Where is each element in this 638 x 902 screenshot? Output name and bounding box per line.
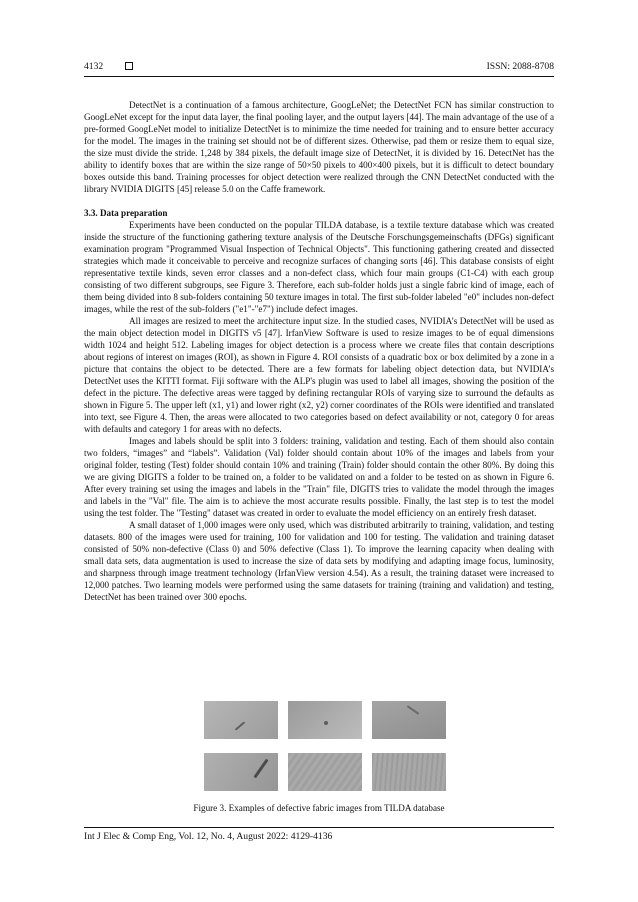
fabric-image <box>204 753 278 791</box>
header-page-number: 4132 <box>84 61 104 72</box>
figure-caption: Figure 3. Examples of defective fabric images from TILDA database <box>193 803 445 813</box>
fabric-image <box>372 753 446 791</box>
figure-3-image-grid <box>204 701 446 793</box>
paragraph-dataset: A small dataset of 1,000 images were only used, which was distributed arbitrarily to training, validation, and testing datasets. 800 of the images were used for training, 100 for validation and 100 for testing. The validation and training dataset consisted of 50% non-defective (Class 0) and 50% defective (Class 1). To improve the learning capacity when dealing with small data sets, data augmentation is used to increase the size of data sets by modifying and adapting image focus, luminosity, and sharpness through image treatment technology (IrfanView version 4.54). As a result, the training dataset were increased to 12,000 patches. Two learning models were performed using the same datasets for training (training and validation) and testing, DetectNet has been trained over 300 epochs. <box>84 520 554 602</box>
body-text <box>84 99 554 603</box>
fabric-image <box>204 701 278 739</box>
paragraph-detectnet: DetectNet is a continuation of a famous architecture, GoogLeNet; the DetectNet FCN has similar construction to GoogLeNet except for the input data layer, the final pooling layer, and the output layers [44]. The main advantage of the use of a pre-formed GoogLeNet model to initialize DetectNet is to minimize the time needed for training and to ensure better accuracy for the model. The images in the training set should not be of different sizes. Otherwise, pad them or resize them to equal size, the size must divide the stride. 1,248 by 384 pixels, the default image size of DetectNet, it is divided by 16. DetectNet has the ability to identify boxes that are within the size range of 50×50 pixels to 400×400 pixels, but it is difficult to detect boundary boxes outside this band. Training processes for object detection were realized through the CNN DetectNet conducted with the library NVIDIA DIGITS [45] release 5.0 on the Caffe framework. <box>84 100 554 194</box>
header-issn: ISSN: 2088-8708 <box>486 61 554 72</box>
header-page-number-group <box>84 61 133 72</box>
square-icon <box>125 62 133 70</box>
fabric-image <box>288 753 362 791</box>
footer-journal: Int J Elec & Comp Eng, Vol. 12, No. 4, August 2022: 4129-4136 <box>84 831 333 842</box>
fabric-image <box>288 701 362 739</box>
header-rule <box>84 76 554 77</box>
fabric-image <box>372 701 446 739</box>
paragraph-tilda: Experiments have been conducted on the popular TILDA database, is a textile texture database which was created inside the structure of the functioning gathering texture analysis of the Deutsche Forschungsgemeinschafts (DFGs) significant examination program "Programmed Visual Inspection of Technical Objects". This functioning gathering created and dissected strategies which made it conceivable to perceive and recognize surfaces of changing sorts [46]. This database consists of eight representative textile kinds, seven error classes and a non-defect class, which four main groups (C1-C4) with each group consisting of two different subgroups, see Figure 3. Therefore, each sub-folder holds just a single fabric kind of image, each of them being divided into 8 sub-folders containing 50 texture images in total. The first sub-folder labeled "e0" includes non-defect images, while the rest of the sub-folders ("e1"-"e7") include defect images. <box>84 220 554 314</box>
footer-rule <box>84 827 554 828</box>
paragraph-resize: All images are resized to meet the architecture input size. In the studied cases, NVIDIA’s DetectNet will be used as the main object detection model in DIGITS v5 [47]. IrfanView Software is used to resize images to be of equal dimensions width 1024 and height 512. Labeling images for object detection is a process where we create files that contain descriptions about regions of interest on images (ROI), as shown in Figure 4. ROI consists of a quadratic box or box delimited by a zone in a picture that contains the object to be detected. There are a few formats for labeling object detection data, but NVIDIA’s DetectNet uses the KITTI format. Fiji software with the ALP's plugin was used to label all images, showing the position of the defect in the picture. The defective areas were tagged by defining rectangular ROIs of varying size to surround the defaults as shown in Figure 5. The upper left (x1, y1) and lower right (x2, y2) corner coordinates of the ROIs were identified and translated into text, see Figure 4. Then, the areas were allocated to two categories based on defect availability or not, category 0 for areas with defaults and category 1 for areas with no defects. <box>84 316 554 434</box>
section-heading: 3.3. Data preparation <box>84 208 168 218</box>
paragraph-split: Images and labels should be split into 3 folders: training, validation and testing. Each of them should also contain two folders, “images” and “labels”. Validation (Val) folder should contain about 10% of the images and labels from your original folder, testing (Test) folder should contain 10% and training (Train) folder should contain the other 80%. By doing this we are giving DIGITS a folder to be trained on, a folder to be validated on and a folder to be tested on as shown in Figure 6. After every training set using the images and labels in the "Train" file, DIGITS tries to validate the model through the images and labels in the "Val" file. The aim is to achieve the most accurate results possible. Finally, the last step is to test the model using the test folder. The "Testing" dataset was created in order to evaluate the model efficiency on an entirely fresh dataset. <box>84 436 554 518</box>
